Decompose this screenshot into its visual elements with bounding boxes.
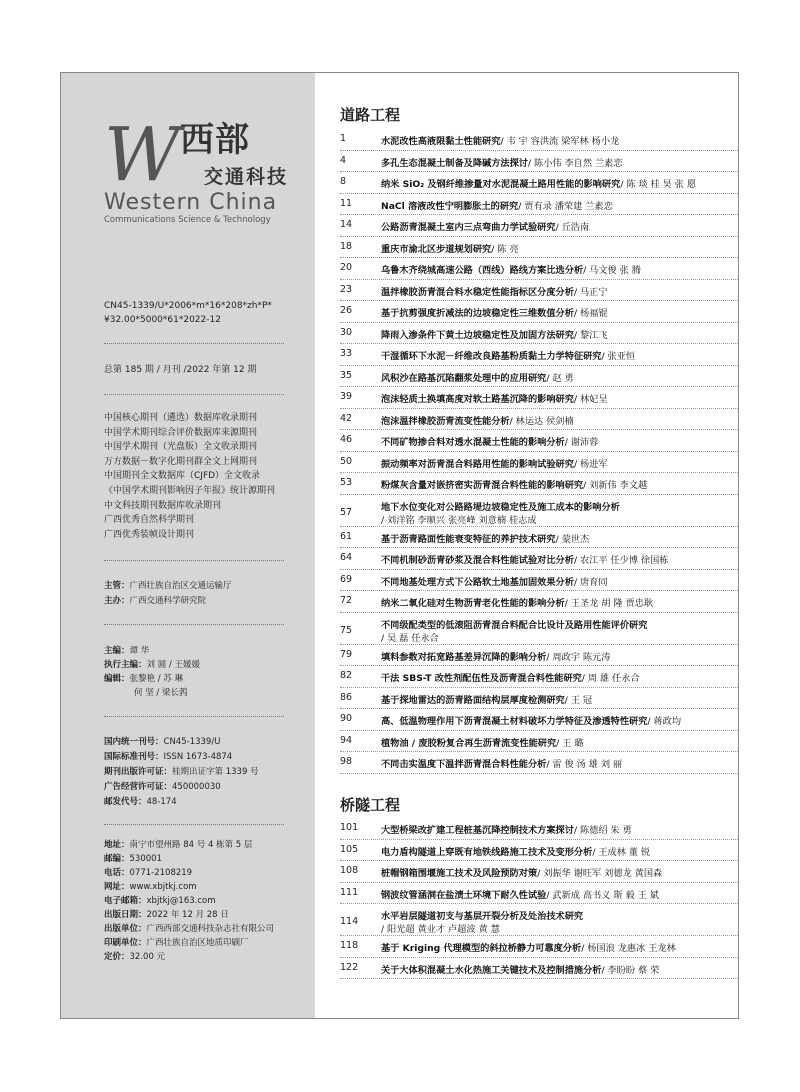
contents-entry[interactable] xyxy=(340,552,738,574)
entry-divider xyxy=(340,903,738,904)
article-title-line xyxy=(381,595,653,609)
page-number: 82 xyxy=(340,670,353,681)
contents-entry[interactable] xyxy=(340,198,738,220)
article-authors: / 陈小伟 李自然 兰素恋 xyxy=(528,157,623,169)
contents-entry[interactable] xyxy=(340,413,738,435)
page-number: 122 xyxy=(340,961,359,973)
editors-line-2: 何 坚 / 梁长鹁 xyxy=(134,688,188,698)
article-title: 高、低温物理作用下沥青混凝土材料破坏力学特征及渗透特性研究 xyxy=(381,716,648,727)
article-title-line xyxy=(381,241,519,255)
page-number: 61 xyxy=(340,530,353,542)
article-title: 基于 Kriging 代理模型的斜拉桥静力可靠度分析 xyxy=(381,943,582,954)
publication-code-line-2: ¥32.00*5000*61*2022-12 xyxy=(104,315,221,325)
logo-chinese-name: 西部 xyxy=(180,120,250,160)
entry-divider xyxy=(340,590,738,591)
divider xyxy=(104,343,284,344)
contents-entry[interactable] xyxy=(340,305,738,327)
divider xyxy=(104,716,284,717)
article-title-line xyxy=(381,176,696,190)
article-title: 关于大体积混凝土水化热施工关键技术及控制措施分析 xyxy=(381,964,602,976)
entry-divider xyxy=(340,408,738,409)
article-authors: / 杨国浪 龙惠冰 王龙林 xyxy=(581,943,676,954)
page-number: 79 xyxy=(340,648,353,660)
article-title: 泡沫轻质土换填高度对软土路基沉降的影响研究 xyxy=(381,394,574,405)
publish-date-line: 出版日期：2022 年 12 月 28 日 xyxy=(104,910,229,920)
entry-divider xyxy=(340,193,738,194)
contents-entry[interactable] xyxy=(340,176,738,198)
page-number: 72 xyxy=(340,595,353,606)
article-title-line xyxy=(381,908,583,922)
contents-entry[interactable] xyxy=(340,348,738,370)
article-title: 填料参数对拓宽路基差异沉降的影响分析 xyxy=(381,651,547,663)
contents-entry[interactable] xyxy=(340,531,738,553)
article-authors: / 丘浩南 xyxy=(555,222,590,233)
article-title-line xyxy=(381,670,640,684)
article-title-line xyxy=(381,887,659,901)
indexing-item: 中国学术期刊综合评价数据库来源期刊 xyxy=(104,427,258,438)
article-title-line xyxy=(381,262,641,276)
page-number: 98 xyxy=(340,756,353,767)
entry-divider xyxy=(340,957,738,958)
contents-entry[interactable] xyxy=(340,219,738,241)
indexing-item: 广西优秀装帧设计期刊 xyxy=(104,529,195,540)
contents-entry[interactable] xyxy=(340,391,738,413)
article-title: 不同击实温度下温拌沥青混合料性能分析 xyxy=(381,759,547,770)
article-title: 不同地基处理方式下公路软土地基加固效果分析 xyxy=(381,576,574,588)
contents-entry[interactable] xyxy=(340,477,738,499)
page-number: 105 xyxy=(340,843,359,855)
article-title-line xyxy=(381,552,668,566)
article-authors: / 周政宇 陈元涛 xyxy=(546,651,611,663)
entry-divider xyxy=(340,150,738,151)
article-authors: / 韦 宇 容洪流 梁军林 杨小龙 xyxy=(500,136,620,147)
entry-divider xyxy=(340,171,738,172)
article-authors: / 李盼盼 蔡 荣 xyxy=(601,964,660,976)
page-number: 14 xyxy=(340,219,353,230)
article-title-line xyxy=(381,940,676,954)
article-title-line xyxy=(381,713,681,727)
contents-entry[interactable] xyxy=(340,649,738,671)
article-title-line xyxy=(381,284,608,298)
publisher-line: 出版单位：广西西部交通科技杂志社有限公司 xyxy=(104,924,275,934)
article-title: 纳米二氧化硅对生物沥青老化性能的影响分析 xyxy=(381,598,565,609)
page-number: 18 xyxy=(340,240,353,252)
page-number: 94 xyxy=(340,734,353,746)
article-title-line xyxy=(381,735,583,749)
sponsor-line: 主办：广西交通科学研究院 xyxy=(104,596,207,606)
page-number: 30 xyxy=(340,326,353,338)
article-title: 风积沙在路基沉陷翻浆处理中的应用研究 xyxy=(381,372,547,384)
article-title: 不同机制砂沥青砂浆及混合料性能试验对比分析 xyxy=(381,555,574,566)
contents-entry[interactable] xyxy=(340,692,738,714)
contents-entry[interactable] xyxy=(340,940,738,962)
page-number: 108 xyxy=(340,865,359,876)
indexing-item: 广西优秀自然科学期刊 xyxy=(104,515,195,526)
entry-divider xyxy=(340,494,738,495)
article-authors: / 贾有录 潘荣建 兰素恋 xyxy=(518,200,613,212)
email-line: 电子邮箱：xbjtkj@163.com xyxy=(104,896,216,906)
contents-entry[interactable] xyxy=(340,670,738,692)
contents-entry[interactable] xyxy=(340,241,738,263)
entry-divider xyxy=(340,612,738,613)
article-title-line xyxy=(381,219,589,233)
entry-divider xyxy=(340,569,738,570)
article-authors: / 刘新伟 李文越 xyxy=(583,480,648,491)
article-title-line xyxy=(381,692,592,706)
entry-divider xyxy=(340,708,738,709)
editors-line: 编辑：张黎艳 / 苏 琳 xyxy=(104,674,183,684)
page-number: 86 xyxy=(340,691,353,703)
page-number: 90 xyxy=(340,713,353,724)
contents-entry[interactable] xyxy=(340,499,738,531)
article-title: NaCl 溶液改性宁明膨胀土的研究 xyxy=(381,200,519,212)
contents-entry[interactable] xyxy=(340,887,738,909)
article-title: 植物油 / 废胶粉复合再生沥青流变性能研究 xyxy=(381,737,557,749)
article-authors: / 阳光超 黄业才 卢超波 黄 慧 xyxy=(381,924,500,935)
section-title-road: 道路工程 xyxy=(340,106,401,124)
page-number: 33 xyxy=(340,348,353,359)
article-authors: / 林妃呈 xyxy=(573,394,608,405)
entry-divider xyxy=(340,300,738,301)
article-title-line xyxy=(381,456,608,470)
issue-info: 总第 185 期 / 月刊 /2022 年第 12 期 xyxy=(104,365,257,375)
page-number: 23 xyxy=(340,283,353,295)
article-title: 多孔生态混凝土制备及降碱方法探讨 xyxy=(381,157,528,169)
article-authors: / 马正宁 xyxy=(573,286,608,298)
journal-logo xyxy=(104,112,304,228)
article-title-line xyxy=(381,348,635,362)
logo-english-name: Western China xyxy=(104,190,278,215)
publication-code-line-1: CN45-1339/U*2006*m*16*208*zh*P* xyxy=(104,301,272,311)
indexing-item: 万方数据－数字化期刊群全文上网期刊 xyxy=(104,456,258,467)
indexing-item: 中国核心期刊（遴选）数据库收录期刊 xyxy=(104,413,258,423)
phone-line: 电话：0771-2108219 xyxy=(104,868,193,878)
article-title: 地下水位变化对公路路堤边坡稳定性及施工成本的影响分析 xyxy=(381,501,620,513)
issn-line: 国际标准刊号：ISSN 1673-4874 xyxy=(104,752,233,762)
contents-entry[interactable] xyxy=(340,822,738,844)
article-authors: / 雷 俊 汤 雄 刘 丽 xyxy=(546,759,623,770)
page-number: 8 xyxy=(340,176,347,187)
article-title: 钢波纹管涵洞在盐渍土环境下耐久性试验 xyxy=(381,889,547,901)
entry-divider xyxy=(340,526,738,527)
article-title: 不同矿物掺合料对透水混凝土性能的影响分析 xyxy=(381,437,565,448)
article-title-line xyxy=(381,133,619,147)
page-number: 4 xyxy=(340,154,347,166)
article-authors: / 吴 磊 任永合 xyxy=(381,632,439,644)
article-title-line xyxy=(381,617,647,631)
page-number: 46 xyxy=(340,434,353,445)
contents-entry[interactable] xyxy=(340,617,738,649)
chief-editor-line: 主编：谭 华 xyxy=(104,646,150,656)
article-title: 水平岩层隧道初支与基层开裂分析及处治技术研究 xyxy=(381,911,584,922)
entry-divider xyxy=(340,386,738,387)
article-title: 粉煤灰含量对嵌挤密实沥青混合料性能的影响研究 xyxy=(381,480,584,491)
entry-divider xyxy=(340,365,738,366)
page-number: 1 xyxy=(340,133,347,144)
article-title-line xyxy=(381,327,608,341)
supervisor-line: 主管：广西壮族自治区交通运输厅 xyxy=(104,581,232,591)
entry-divider xyxy=(340,773,738,774)
article-title: 水泥改性高液限黏土性能研究 xyxy=(381,136,501,147)
indexing-item: 《中国学术期刊影响因子年报》统计源期刊 xyxy=(104,486,276,496)
entry-divider xyxy=(340,687,738,688)
indexing-item: 中国期刊全文数据库（CJFD）全文收录 xyxy=(104,471,261,482)
postal-code-line: 邮发代号：48-174 xyxy=(104,797,177,807)
zip-line: 邮编：530001 xyxy=(104,854,162,864)
article-title: 不同级配类型的低滚阻沥青混合料配合比设计及路用性能评价研究 xyxy=(381,619,648,631)
article-authors: / 杨进军 xyxy=(573,458,608,470)
article-title-line xyxy=(381,962,659,976)
article-authors: / 陈 亮 xyxy=(491,243,519,255)
article-title: 纳米 SiO₂ 及钢纤维掺量对水泥混凝土路用性能的影响研究 xyxy=(381,179,621,190)
divider xyxy=(104,824,284,825)
entry-divider xyxy=(340,860,738,861)
article-authors: / 蒙世杰 xyxy=(555,533,590,545)
article-title-line xyxy=(381,477,647,491)
divider xyxy=(104,560,284,561)
article-authors: / 陈德绍 朱 勇 xyxy=(573,825,632,836)
logo-english-subtitle: Communications Science & Technology xyxy=(104,215,271,225)
article-authors: / 谢沛蓉 xyxy=(564,437,599,448)
entry-divider xyxy=(340,429,738,430)
entry-divider xyxy=(340,978,738,979)
page-number: 50 xyxy=(340,455,353,467)
article-title-line xyxy=(381,756,622,770)
article-title: 重庆市渝北区步道规划研究 xyxy=(381,243,492,255)
article-title: 温拌橡胶沥青混合料水稳定性能指标区分度分析 xyxy=(381,286,574,298)
article-title-line xyxy=(381,574,608,588)
page-number: 101 xyxy=(340,822,359,833)
article-title-line xyxy=(381,370,574,384)
page-number: 42 xyxy=(340,412,353,424)
contents-entry[interactable] xyxy=(340,962,738,984)
article-title: 电力盾构隧道上穿既有地铁线路施工技术及变形分析 xyxy=(381,846,593,858)
contents-entry[interactable] xyxy=(340,133,738,155)
entry-divider xyxy=(340,882,738,883)
contents-entry[interactable] xyxy=(340,574,738,596)
article-authors: / 王成林 董 锐 xyxy=(592,846,651,858)
cn-number-line: 国内统一刊号：CN45-1339/U xyxy=(104,737,221,747)
entry-divider xyxy=(340,343,738,344)
entry-divider xyxy=(340,935,738,936)
article-authors: / 刘振华 谢旺军 刘德龙 黄国森 xyxy=(537,868,663,879)
entry-divider xyxy=(340,322,738,323)
contents-entry[interactable] xyxy=(340,284,738,306)
article-title: 基于探地雷达的沥青路面结构层厚度检测研究 xyxy=(381,694,565,706)
website-line: 网址：www.xbjtkj.com xyxy=(104,882,197,892)
entry-divider xyxy=(340,214,738,215)
entry-divider xyxy=(340,451,738,452)
article-title-line xyxy=(381,649,610,663)
page-number: 114 xyxy=(340,916,359,927)
article-title-line xyxy=(381,198,613,212)
contents-entry[interactable] xyxy=(340,735,738,757)
entry-divider xyxy=(340,547,738,548)
article-title-line xyxy=(381,865,662,879)
article-authors: / 赵 勇 xyxy=(546,372,574,384)
page-number: 39 xyxy=(340,391,353,402)
contents-entry[interactable] xyxy=(340,756,738,778)
contents-entry[interactable] xyxy=(340,456,738,478)
article-title-line xyxy=(381,155,623,169)
page-number: 57 xyxy=(340,506,353,518)
article-title: 振动频率对沥青混合料路用性能的影响试验研究 xyxy=(381,458,574,470)
article-authors: / 黎江飞 xyxy=(573,329,608,341)
article-authors: / 王 璐 xyxy=(556,737,584,749)
page-number: 118 xyxy=(340,940,359,951)
article-title: 干湿循环下水泥－纤维改良路基粉质黏土力学特征研究 xyxy=(381,351,602,362)
article-title-line xyxy=(381,391,608,405)
article-title: 基于抗剪强度折减法的边坡稳定性三维数值分析 xyxy=(381,308,574,319)
entry-divider xyxy=(340,644,738,645)
page-number: 35 xyxy=(340,369,353,381)
page-number: 53 xyxy=(340,477,353,488)
page-number: 20 xyxy=(340,262,353,273)
entry-divider xyxy=(340,236,738,237)
article-title-line xyxy=(381,413,574,427)
price-line: 定价：32.00 元 xyxy=(104,952,166,962)
article-title: 降雨入渗条件下黄土边坡稳定性及加固方法研究 xyxy=(381,329,574,341)
indexing-item: 中国学术期刊（光盘版）全文收录期刊 xyxy=(104,442,258,453)
article-authors: / 陈 琰 桂 昊 张 愿 xyxy=(620,179,697,190)
contents-entry[interactable] xyxy=(340,327,738,349)
article-title: 乌鲁木齐绕城高速公路（西线）路线方案比选分析 xyxy=(381,265,584,276)
article-title: 基于沥青路面性能衰变特征的养护技术研究 xyxy=(381,533,556,545)
publication-license-line: 期刊出版许可证：桂期出证字第 1339 号 xyxy=(104,767,259,777)
page-number: 69 xyxy=(340,573,353,585)
executive-editor-line: 执行主编：刘 圆 / 王媛媛 xyxy=(104,660,200,670)
entry-divider xyxy=(340,279,738,280)
entry-divider xyxy=(340,665,738,666)
contents-entry[interactable] xyxy=(340,155,738,177)
article-title-line xyxy=(381,434,598,448)
divider xyxy=(104,624,284,625)
article-authors: / 张亚恒 xyxy=(601,351,636,362)
article-title: 泡沫温拌橡胶沥青流变性能分析 xyxy=(381,415,510,427)
page-number: 111 xyxy=(340,886,359,898)
printer-line: 印刷单位：广西壮族自治区地质印刷厂 xyxy=(104,938,249,948)
contents-entry[interactable] xyxy=(340,434,738,456)
article-authors: / 农江平 任少博 徐国栋 xyxy=(573,555,669,566)
address-line: 地址：南宁市望州路 84 号 4 栋第 5 层 xyxy=(104,840,253,850)
article-authors: / 王圣龙 胡 隆 贾忠耿 xyxy=(564,598,654,609)
article-title: 干法 SBS-T 改性剂配伍性及沥青混合料性能研究 xyxy=(381,673,582,684)
contents-entry[interactable] xyxy=(340,908,738,940)
page-number: 11 xyxy=(340,197,353,209)
article-title: 公路沥青混凝土室内三点弯曲力学试验研究 xyxy=(381,222,556,233)
article-authors: / 刘洋铭 李顺兴 张亮峰 刘意楠 桂志成 xyxy=(381,514,537,526)
logo-w-mark: W xyxy=(104,112,181,198)
contents-entry[interactable] xyxy=(340,844,738,866)
contents-entry[interactable] xyxy=(340,370,738,392)
article-authors: / 武新成 高书义 斯 毅 王 斌 xyxy=(546,889,659,901)
article-title-line xyxy=(381,499,620,513)
entry-divider xyxy=(340,839,738,840)
entry-divider xyxy=(340,472,738,473)
logo-chinese-subname: 交通科技 xyxy=(204,166,289,188)
page-number: 26 xyxy=(340,305,353,316)
article-title-line xyxy=(381,844,650,858)
article-authors: / 唐育同 xyxy=(573,576,608,588)
article-title-line xyxy=(381,305,608,319)
contents-entry[interactable] xyxy=(340,865,738,887)
contents-entry[interactable] xyxy=(340,713,738,735)
entry-divider xyxy=(340,257,738,258)
entry-divider xyxy=(340,730,738,731)
contents-entry[interactable] xyxy=(340,262,738,284)
article-authors: / 蒋政均 xyxy=(647,716,682,727)
article-title-line xyxy=(381,531,589,545)
page-number: 64 xyxy=(340,552,353,563)
entry-divider xyxy=(340,751,738,752)
article-authors: / 马文俊 张 腾 xyxy=(583,265,641,276)
article-title: 大型桥梁改扩建工程桩基沉降控制技术方案探讨 xyxy=(381,825,574,836)
page-number: 75 xyxy=(340,624,353,636)
divider xyxy=(104,394,284,395)
article-title: 桩帽钢箱围堰施工技术及风险预防对策 xyxy=(381,868,538,879)
article-authors: / 周 雄 任永合 xyxy=(581,673,640,684)
article-authors: / 王 冠 xyxy=(564,694,593,706)
article-title-line xyxy=(381,822,632,836)
indexing-item: 中文科技期刊数据库收录期刊 xyxy=(104,500,222,511)
contents-entry[interactable] xyxy=(340,595,738,617)
section-title-bridge: 桥隧工程 xyxy=(340,796,401,814)
ad-license-line: 广告经营许可证：450000030 xyxy=(104,782,221,792)
article-authors: / 杨福锟 xyxy=(573,308,608,319)
article-authors: / 林运达 侯剑楠 xyxy=(509,415,574,427)
